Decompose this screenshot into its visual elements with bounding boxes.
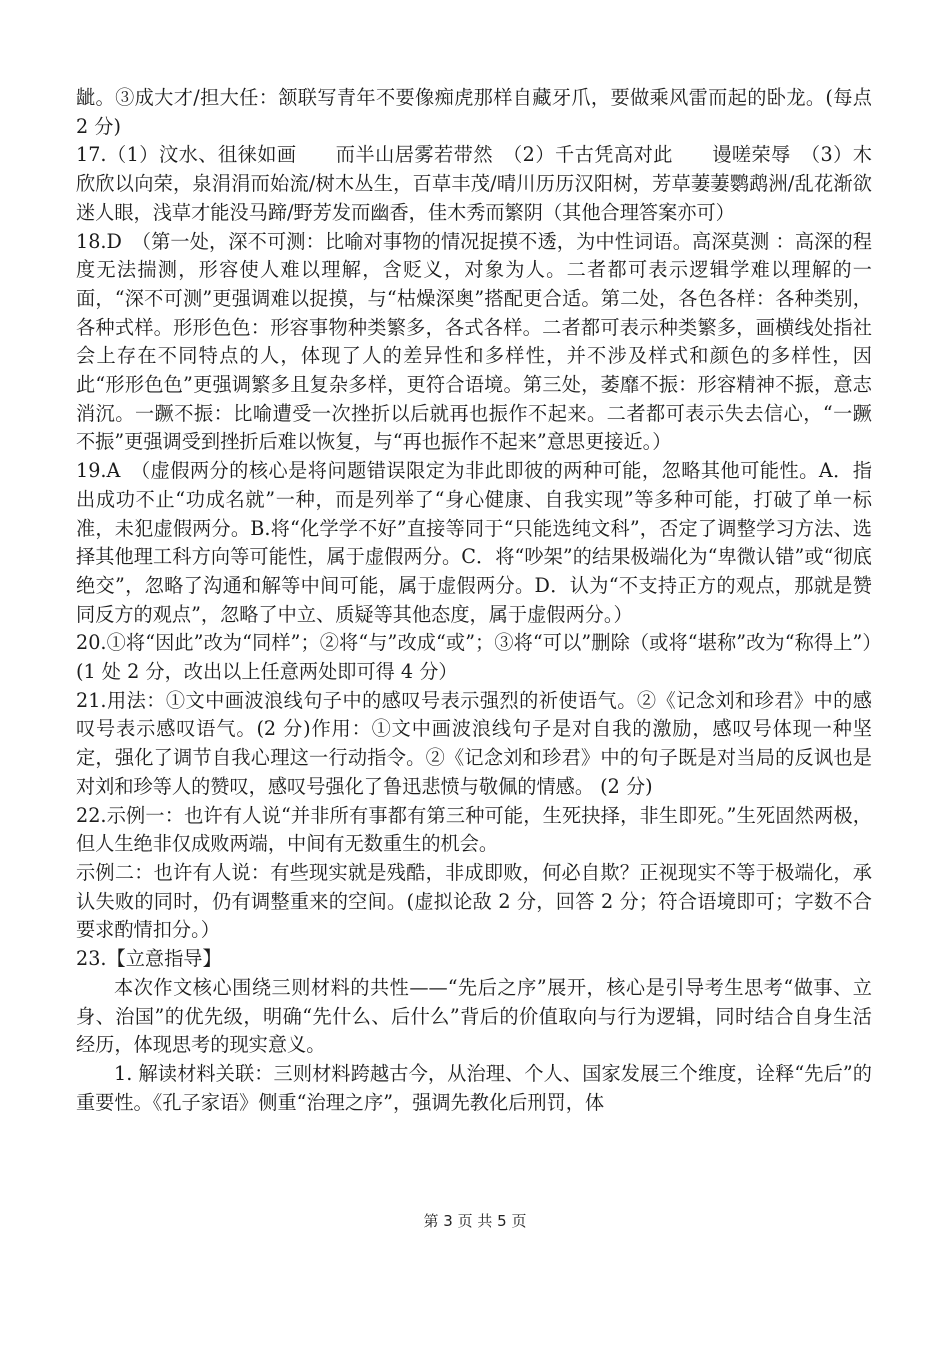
essay-guidance-paragraph: 本次作文核心围绕三则材料的共性——“先后之序”展开，核心是引导考生思考“做事、立身、治国”的优先级，明确“先什么、后什么”背后的价值取向与行为逻辑，同时结合自身生活经历，体现思考的现实意义。 bbox=[76, 975, 872, 1057]
answer-17: 17.（1）汶水、徂徕如画 而半山居雾若带然 （2）千古凭高对此 谩嗟荣辱 （3）木欣欣以向荣，泉涓涓而始流/树木丛生，百草丰茂/晴川历历汉阳树，芳草萋萋鹦鹉洲/乱花渐欲迷人眼，浅草才能没马蹄/野芳发而幽香，佳木秀而繁阴（其他合理答案亦可） bbox=[76, 143, 872, 224]
answer-19: 19.A （虚假两分的核心是将问题错误限定为非此即彼的两种可能，忽略其他可能性。A．指出成功不止“功成名就”一种，而是列举了“身心健康、自我实现”等多种可能，打破了单一标准，未犯虚假两分。B.将“化学学不好”直接等同于“只能选纯文科”，否定了调整学习方法、选择其他理工科方向等可能性，属于虚假两分。C．将“吵架”的结果极端化为“卑微认错”或“彻底绝交”，忽略了沟通和解等中间可能，属于虚假两分。D．认为“不支持正方的观点，那就是赞同反方的观点”，忽略了中立、质疑等其他态度，属于虚假两分。） bbox=[76, 459, 872, 626]
answer-18: 18.D （第一处，深不可测：比喻对事物的情况捉摸不透，为中性词语。高深莫测 ：高深的程度无法揣测，形容使人难以理解，含贬义，对象为人。二者都可表示逻辑学难以理解的一面，“深不可测”更强调难以捉摸，与“枯燥深奥”搭配更合适。第二处，各色各样：各种类别，各种式样。形形色色：形容事物种类繁多，各式各样。二者都可表示种类繁多，画横线处指社会上存在不同特点的人，体现了人的差异性和多样性，并不涉及样式和颜色的多样性，因此“形形色色”更强调繁多且复杂多样，更符合语境。第三处，萎靡不振：形容精神不振，意志消沉。一蹶不振：比喻遭受一次挫折以后就再也振作不起来。二者都可表示失去信心，“一蹶不振”更强调受到挫折后难以恢复，与“再也振作不起来”意思更接近。） bbox=[76, 229, 872, 454]
answer-23-heading: 23.【立意指导】 bbox=[76, 947, 222, 971]
paragraph-16-continued: 龇。③成大才/担大任：颔联写青年不要像痴虎那样自藏牙爪，要做乘风雷而起的卧龙。(每点 2 分) bbox=[76, 86, 872, 138]
page-number-footer: 第 3 页 共 5 页 bbox=[423, 1212, 527, 1230]
answer-21: 21.用法：①文中画波浪线句子中的感叹号表示强烈的祈使语气。②《记念刘和珍君》中的感叹号表示感叹语气。(2 分)作用：①文中画波浪线句子是对自我的激励，感叹号体现一种坚定，强化了调节自我心理这一行动指令。②《记念刘和珍君》中的句子既是对当局的反讽也是对刘和珍等人的赞叹，感叹号强化了鲁迅悲愤与敬佩的情感。 (2 分) bbox=[76, 688, 872, 798]
answer-22-example-1: 22.示例一：也许有人说“并非所有事都有第三种可能，生死抉择，非生即死。”生死固然两极，但人生绝非仅成败两端，中间有无数重生的机会。 bbox=[76, 803, 872, 856]
answer-text-block bbox=[76, 84, 872, 1117]
answer-20: 20.①将“因此”改为“同样”；②将“与”改成“或”；③将“可以”删除（或将“堪称”改为“称得上”）(1 处 2 分，改出以上任意两处即可得 4 分） bbox=[76, 631, 872, 684]
essay-guidance-point-1: 1. 解读材料关联：三则材料跨越古今，从治理、个人、国家发展三个维度，诠释“先后”的重要性。《孔子家语》侧重“治理之序”，强调先教化后刑罚，体 bbox=[76, 1061, 872, 1114]
answer-22-example-2: 示例二：也许有人说：有些现实就是残酷，非成即败，何必自欺？正视现实不等于极端化，承认失败的同时，仍有调整重来的空间。(虚拟论敌 2 分，回答 2 分；符合语境即可；字数不合要求酌情扣分。） bbox=[76, 860, 872, 942]
